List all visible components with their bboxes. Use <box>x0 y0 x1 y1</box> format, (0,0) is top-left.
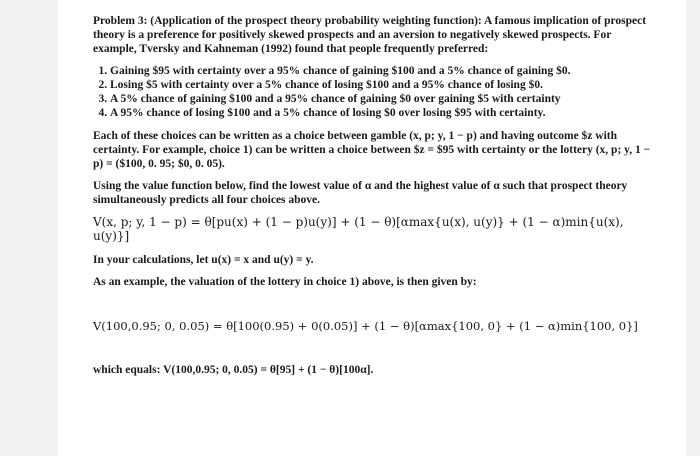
task-paragraph: Using the value function below, find the lowest value of α and the highest value of α such that prospect theory simultaneously predicts all four choices above. <box>93 180 628 206</box>
choice-item: 2. Losing $5 with certainty over a 5% chance of losing $100 and a 95% chance of losing $0. <box>110 78 653 92</box>
choice-list <box>93 64 653 120</box>
example-equation: V(100,0.95; 0, 0.05) = θ[100(0.95) + 0(0.05)] + (1 − θ)[αmax{100, 0} + (1 − α)min{100, 0}] <box>93 319 638 333</box>
problem-intro: Problem 3: (Application of the prospect theory probability weighting function): A famous implication of prospect theory is a preference for positively skewed prospects and an aversion to negatively skewed prospects. For example, Tversky and Kahneman (1992) found that people frequently preferred: <box>93 15 647 55</box>
problem-content <box>93 14 653 377</box>
let-statement: In your calculations, let u(x) = x and u(y) = y. <box>93 254 314 266</box>
document-page <box>58 0 686 456</box>
equals-statement: which equals: V(100,0.95; 0, 0.05) = θ[95] + (1 − θ)[100α]. <box>93 364 374 376</box>
choice-item: 1. Gaining $95 with certainty over a 95% chance of gaining $100 and a 5% chance of gaining $0. <box>110 64 653 78</box>
example-statement: As an example, the valuation of the lottery in choice 1) above, is then given by: <box>93 276 477 288</box>
gamble-paragraph: Each of these choices can be written as a choice between gamble (x, p; y, 1 − p) and having outcome $z with certainty. For example, choice 1) can be written a choice between $z = $95 with certainty or the lottery (x, p; y, 1 − p) = ($100, 0. 95; $0, 0. 05). <box>93 130 651 170</box>
choice-item: 3. A 5% chance of gaining $100 and a 95% chance of gaining $0 over gaining $5 with certainty <box>110 92 653 106</box>
choice-item: 4. A 95% chance of losing $100 and a 5% chance of losing $0 over losing $95 with certainty. <box>110 106 653 120</box>
value-function-equation: V(x, p; y, 1 − p) = θ[pu(x) + (1 − p)u(y)] + (1 − θ)[αmax{u(x), u(y)} + (1 − α)min{u(x), u(y)}] <box>93 215 624 243</box>
